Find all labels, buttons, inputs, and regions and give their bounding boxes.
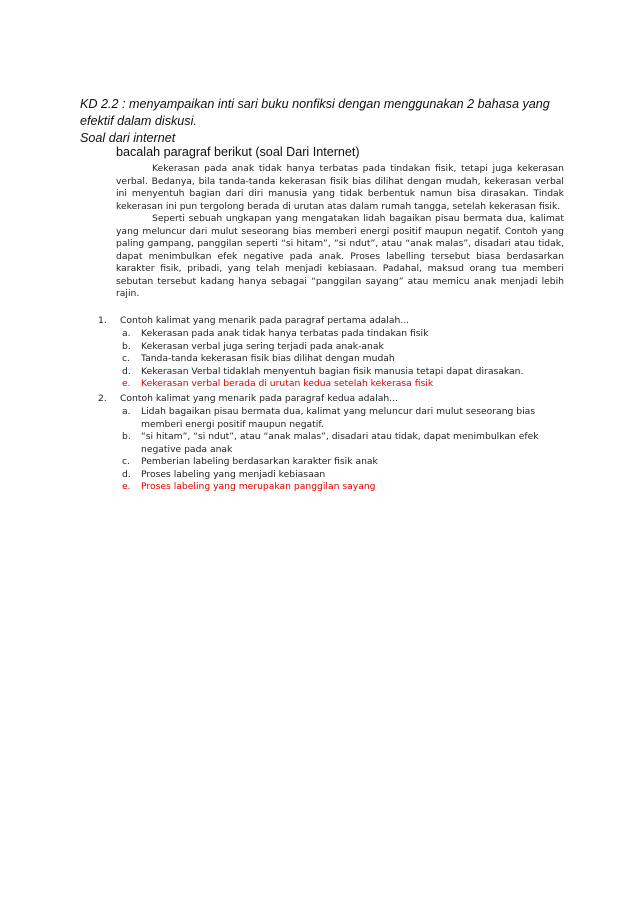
option-letter: e. (122, 481, 131, 492)
option-letter: a. (122, 328, 131, 339)
passage-paragraph-2 (116, 213, 564, 301)
header-line-2: efektif dalam diskusi. (80, 114, 197, 128)
header-line-1: KD 2.2 : menyampaikan inti sari buku nonfiksi dengan menggunakan 2 bahasa yang (80, 97, 550, 111)
option-2c (122, 456, 562, 469)
question-text: Contoh kalimat yang menarik pada paragraf pertama adalah... (120, 315, 410, 326)
option-letter: c. (122, 456, 130, 467)
option-1b (122, 341, 562, 354)
option-text: Proses labeling yang menjadi kebiasaan (141, 468, 326, 480)
option-text: Lidah bagaikan pisau bermata dua, kalimat yang meluncur dari mulut seseorang bias memberi energi positif maupun negatif. (141, 406, 536, 430)
option-letter: d. (122, 468, 131, 480)
option-letter: b. (122, 431, 131, 442)
option-text: Tanda-tanda kekerasan fisik bias dilihat dengan mudah (141, 353, 395, 364)
question-1-options (122, 328, 562, 391)
option-text: Proses labeling yang merupakan panggilan sayang (141, 481, 376, 492)
option-1d (122, 366, 562, 379)
option-text: “si hitam”, “si ndut”, atau “anak malas”, disadari atau tidak, dapat menimbulkan efek negative pada anak (141, 431, 539, 455)
option-2b (122, 431, 562, 456)
option-letter: c. (122, 353, 130, 364)
option-1e-answer (122, 378, 562, 391)
option-text: Kekerasan pada anak tidak hanya terbatas pada tindakan fisik (141, 328, 429, 339)
option-2e-answer (122, 481, 562, 494)
option-letter: d. (122, 365, 131, 377)
question-text: Contoh kalimat yang menarik pada paragraf kedua adalah... (120, 393, 398, 404)
option-text: Kekerasan verbal berada di urutan kedua setelah kekerasa fisik (141, 378, 434, 389)
question-number: 1. (98, 315, 107, 326)
passage-paragraph-2-text: Seperti sebuah ungkapan yang mengatakan lidah bagaikan pisau bermata dua, kalimat yang meluncur dari mulut seseorang bias memberi energi positif maupun negatif. Contoh yang paling gampang, panggilan seperti “si hitam”, “si ndut”, atau “anak malas”, disadari atau tidak, dapat menimbulkan efek negative pada anak. Proses labelling tersebut biasa berdasarkan karakter fisik, pribadi, yang telah menjadi kebiasaan. Padahal, maksud orang tua memberi sebutan tersebut kadang hanya sebagai “panggilan sayang” atau memicu anak menjadi lebih rajin. (116, 213, 564, 299)
passage-paragraph-1-text: Kekerasan pada anak tidak hanya terbatas pada tindakan fisik, tetapi juga kekerasan verbal. Bedanya, bila tanda-tanda kekerasan fisik bias dilihat dengan mudah, kekerasan verbal ini menyentuh bagian dari diri manusia yang tidak berbentuk namun bisa dirasakan. Tindak kekerasan ini pun tergolong berada di urutan atas dalam rumah tangga, setelah kekerasan fisik. (116, 163, 564, 212)
question-2-options (122, 406, 562, 494)
passage-paragraph-1 (116, 163, 564, 213)
reading-passage (116, 163, 564, 301)
option-text: Pemberian labeling berdasarkan karakter fisik anak (141, 456, 378, 467)
header-line-3: Soal dari internet (80, 131, 176, 145)
document-header (80, 96, 580, 147)
option-letter: a. (122, 406, 131, 417)
option-2a (122, 406, 562, 431)
option-1c (122, 353, 562, 366)
option-letter: e. (122, 378, 131, 389)
reading-instruction: bacalah paragraf berikut (soal Dari Internet) (116, 145, 360, 159)
option-text: Kekerasan verbal juga sering terjadi pada anak-anak (141, 340, 384, 352)
option-letter: b. (122, 340, 131, 352)
option-1a (122, 328, 562, 341)
option-2d (122, 469, 562, 482)
option-text: Kekerasan Verbal tidaklah menyentuh bagian fisik manusia tetapi dapat dirasakan. (141, 365, 524, 377)
question-number: 2. (98, 393, 107, 404)
